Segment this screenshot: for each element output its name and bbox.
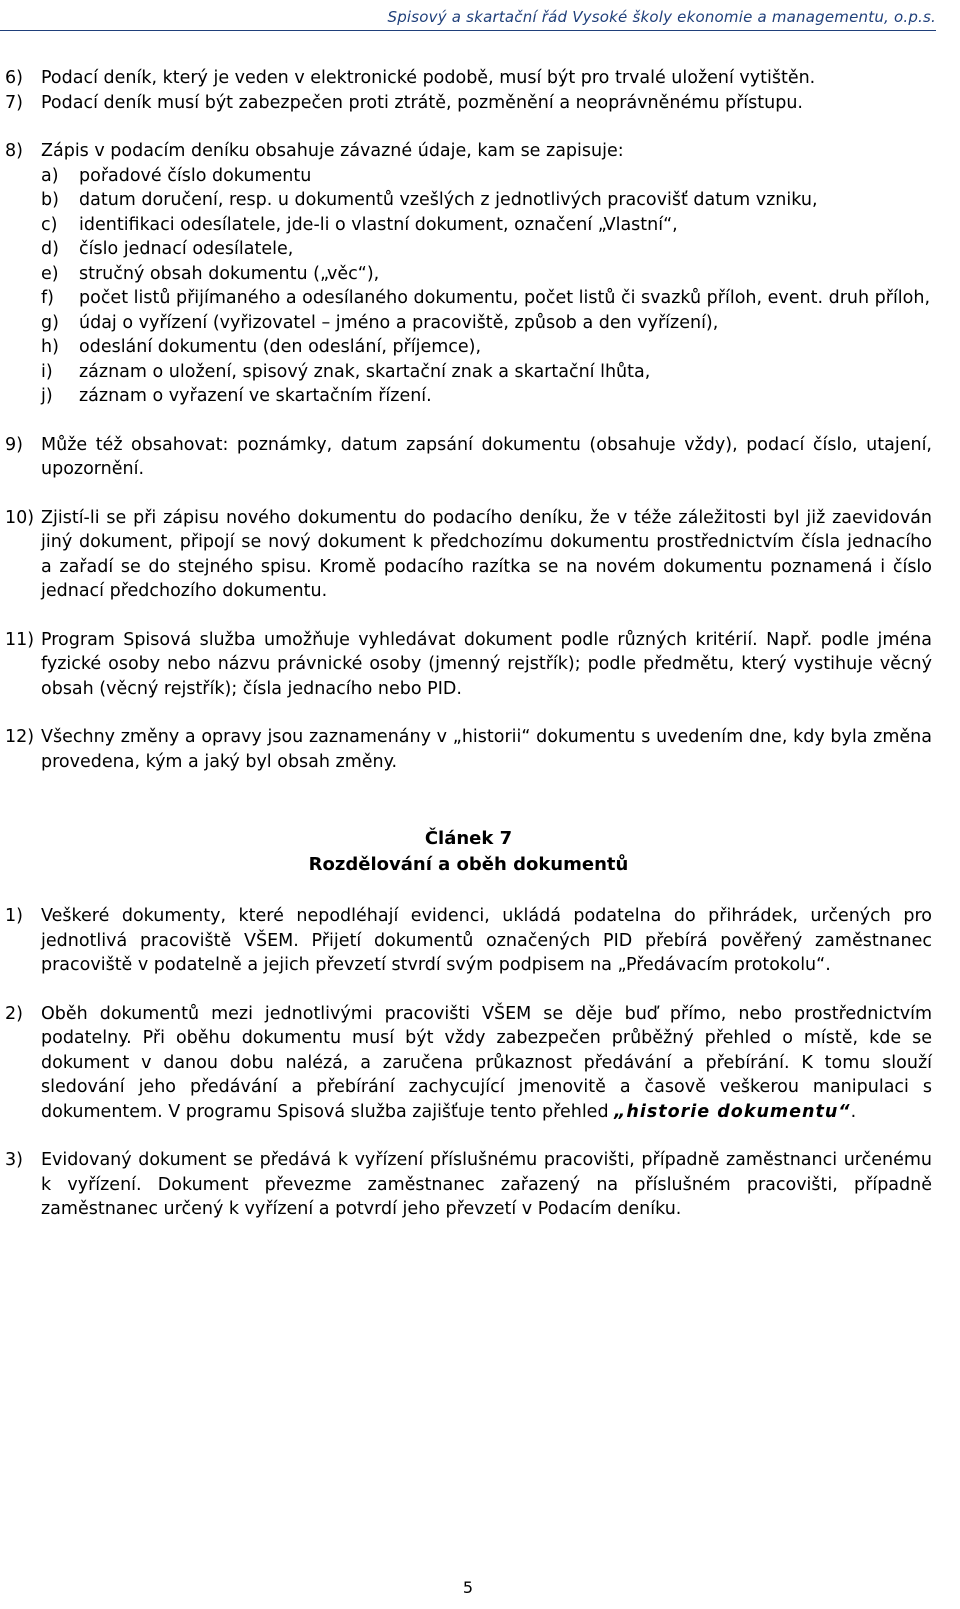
sub-text: počet listů přijímaného a odesílaného dokumentu, počet listů či svazků příloh, event. druh příloh,	[79, 288, 931, 308]
item-number: 3)	[5, 1150, 23, 1170]
item-text: Všechny změny a opravy jsou zaznamenány v „historii“ dokumentu s uvedením dne, kdy byla změna provedena, kým a jaký byl obsah změny.	[41, 727, 932, 772]
document-body	[5, 66, 932, 1246]
item-number: 8)	[5, 141, 23, 161]
sub-item	[41, 384, 932, 409]
sub-item	[41, 188, 932, 213]
article-item-2	[5, 1002, 932, 1125]
article-number: Článek 7	[424, 828, 513, 849]
list-item-12	[5, 725, 932, 774]
item-number: 1)	[5, 906, 23, 926]
article-title: Rozdělování a oběh dokumentů	[308, 854, 629, 875]
sub-letter: i)	[41, 361, 53, 382]
sub-letter: c)	[41, 214, 58, 235]
list-item-8	[5, 139, 932, 409]
list-item-6	[5, 66, 932, 91]
sub-letter: d)	[41, 239, 59, 259]
sub-item	[41, 164, 932, 189]
list-item-7	[5, 91, 932, 116]
item-body	[41, 139, 932, 409]
sub-item	[41, 360, 932, 385]
sub-letter: f)	[41, 288, 54, 308]
sub-text: identifikaci odesílatele, jde-li o vlastní dokument, označení „Vlastní“,	[79, 214, 678, 235]
item-number: 6)	[5, 68, 23, 88]
sub-item	[41, 213, 932, 238]
item-text: Podací deník, který je veden v elektronické podobě, musí být pro trvalé uložení vytištěn.	[41, 68, 816, 88]
running-header: Spisový a skartační řád Vysoké školy ekonomie a managementu, o.p.s.	[387, 8, 936, 26]
item-number: 10)	[5, 507, 35, 528]
sub-text: záznam o vyřazení ve skartačním řízení.	[79, 386, 432, 406]
sub-letter: h)	[41, 337, 59, 357]
page-number: 5	[462, 1578, 474, 1597]
item-text: Program Spisová služba umožňuje vyhledávat dokument podle různých kritérií. Např. podle jména fyzické osoby nebo názvu právnické osoby (jmenný rejstřík); podle předmětu, který vystihuje věcný obsah (věcný rejstřík); čísla jednacího nebo PID.	[41, 629, 932, 699]
sub-letter: b)	[41, 190, 59, 210]
sub-text: záznam o uložení, spisový znak, skartační znak a skartační lhůta,	[79, 361, 651, 382]
item-text: Veškeré dokumenty, které nepodléhají evidenci, ukládá podatelna do přihrádek, určených pro jednotlivá pracoviště VŠEM. Přijetí dokumentů označených PID přebírá pověřený zaměstnanec pracoviště v podatelně a jejich převzetí stvrdí svým podpisem na „Předávacím protokolu“.	[41, 906, 932, 975]
article-heading	[5, 826, 932, 878]
list-item-9	[5, 433, 932, 482]
sub-text: datum doručení, resp. u dokumentů vzešlých z jednotlivých pracovišť datum vzniku,	[79, 190, 818, 210]
item-body	[41, 1002, 932, 1125]
sub-letter: j)	[41, 386, 53, 406]
item-number: 2)	[5, 1003, 23, 1024]
sub-item	[41, 286, 932, 311]
item-text: Oběh dokumentů mezi jednotlivými pracovišti VŠEM se děje buď přímo, nebo prostřednictvím podatelny. Při oběhu dokumentu musí být vždy zabezpečen průběžný přehled o místě, kde se dokument v danou dobu nalézá, a zaručena průkaznost předávání a přebírání. K tomu slouží sledování jeho předávání a přebírání zachycující jmenovitě a časově veškerou manipulaci s dokumentem. V programu Spisová služba zajišťuje tento přehled	[41, 1003, 932, 1122]
article-item-1	[5, 904, 932, 978]
item-number: 9)	[5, 434, 23, 455]
header-rule	[0, 30, 936, 31]
item-number: 11)	[5, 629, 35, 650]
sub-text: pořadové číslo dokumentu	[79, 165, 312, 186]
article-item-3	[5, 1148, 932, 1222]
list-item-11	[5, 628, 932, 702]
item-text: Podací deník musí být zabezpečen proti ztrátě, pozměnění a neoprávněnému přístupu.	[41, 92, 803, 113]
item-text-tail: .	[850, 1101, 857, 1122]
item-text: Evidovaný dokument se předává k vyřízení příslušnému pracovišti, případně zaměstnanci určenému k vyřízení. Dokument převezme zaměstnanec zařazený na příslušném pracovišti, případně zaměstnanec určený k vyřízení a potvrdí jeho převzetí v Podacím deníku.	[41, 1150, 932, 1219]
sub-item	[41, 237, 932, 262]
list-item-10	[5, 506, 932, 604]
sub-letter: g)	[41, 312, 59, 333]
sub-text: číslo jednací odesílatele,	[79, 239, 294, 259]
sub-text: stručný obsah dokumentu („věc“),	[79, 263, 380, 284]
item-intro: Zápis v podacím deníku obsahuje závazné údaje, kam se zapisuje:	[41, 141, 624, 161]
sub-item	[41, 335, 932, 360]
sub-letter: e)	[41, 263, 59, 284]
emphasis-text: „historie dokumentu“	[614, 1101, 851, 1122]
sub-text: odeslání dokumentu (den odeslání, příjemce),	[79, 337, 482, 357]
item-text: Může též obsahovat: poznámky, datum zapsání dokumentu (obsahuje vždy), podací číslo, utajení, upozornění.	[41, 434, 932, 479]
sub-letter: a)	[41, 165, 59, 186]
sub-text: údaj o vyřízení (vyřizovatel – jméno a pracoviště, způsob a den vyřízení),	[79, 312, 719, 333]
item-number: 7)	[5, 92, 23, 113]
sub-item	[41, 311, 932, 336]
item-number: 12)	[5, 727, 35, 747]
sub-item	[41, 262, 932, 287]
item-text: Zjistí-li se při zápisu nového dokumentu do podacího deníku, že v téže záležitosti byl již zaevidován jiný dokument, připojí se nový dokument k předchozímu dokumentu prostřednictvím čísla jednacího a zařadí se do stejného spisu. Kromě podacího razítka se na novém dokumentu poznamená i číslo jednací předchozího dokumentu.	[41, 507, 932, 601]
